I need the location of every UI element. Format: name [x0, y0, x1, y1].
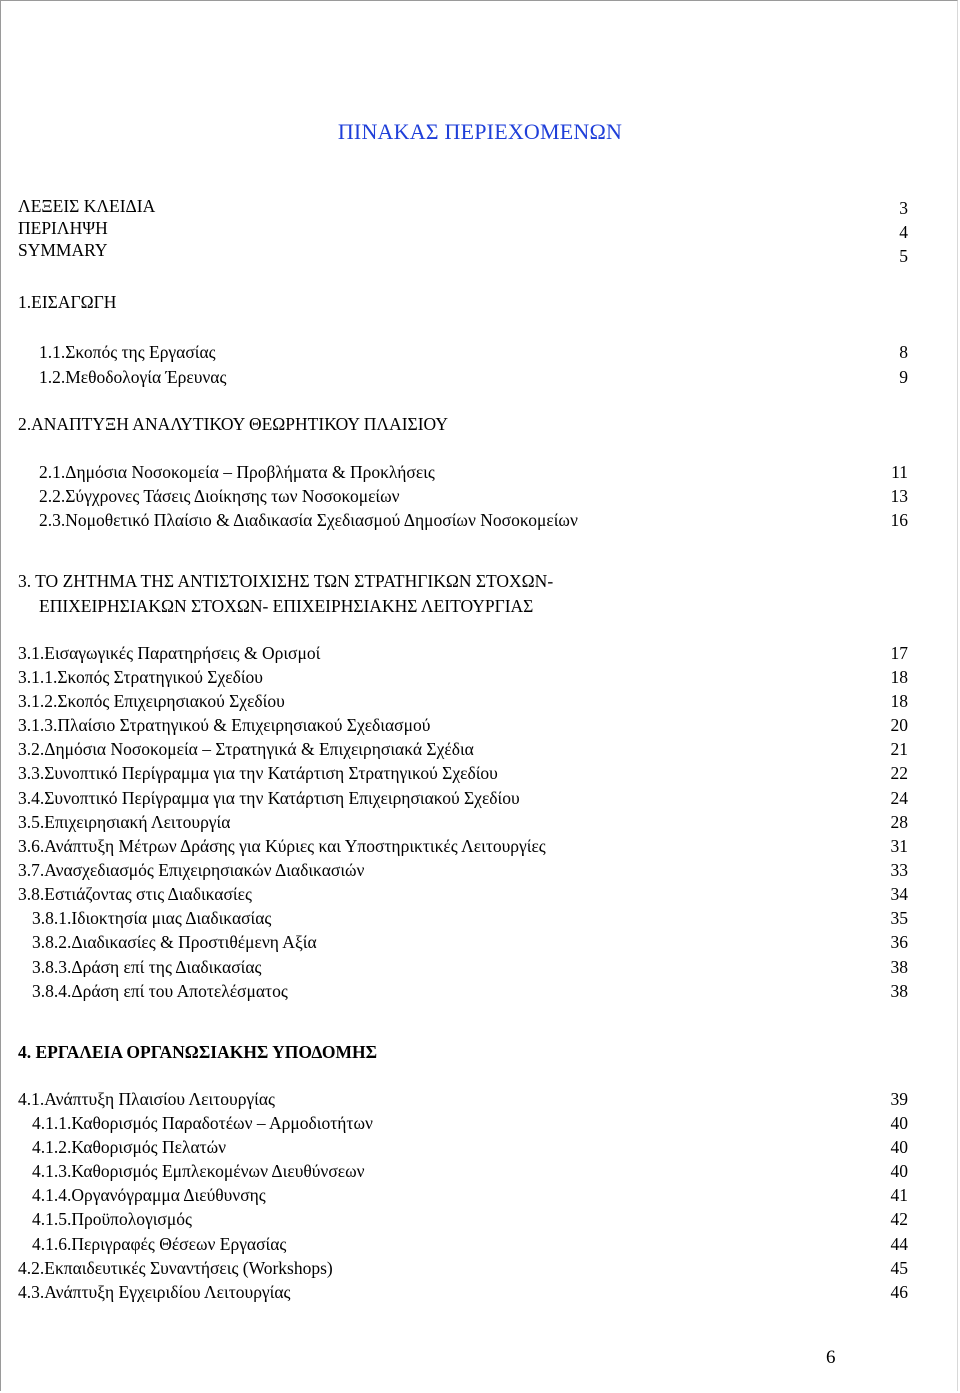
- toc-entry-text: ΛΕΞΕΙΣ ΚΛΕΙΔΙΑ: [18, 196, 156, 216]
- toc-entry-page: 33: [890, 860, 908, 880]
- toc-entry-page: 3: [899, 198, 908, 218]
- toc-entry-text: 4.1.4.Οργανόγραμμα Διεύθυνσης: [32, 1185, 266, 1205]
- toc-entry-text: 3.1.Εισαγωγικές Παρατηρήσεις & Ορισμοί: [18, 643, 321, 663]
- toc-entry-page: 38: [890, 981, 908, 1001]
- toc-entry-text: 3.1.1.Σκοπός Στρατηγικού Σχεδίου: [18, 667, 263, 687]
- toc-entry-page: 34: [890, 884, 908, 904]
- toc-entry-text: 3.2.Δημόσια Νοσοκομεία – Στρατηγικά & Επιχειρησιακά Σχέδια: [18, 739, 474, 759]
- toc-entry-page: 46: [890, 1282, 908, 1302]
- toc-entry-text: 3.8.1.Ιδιοκτησία μιας Διαδικασίας: [32, 908, 272, 928]
- chapter-heading: 4. ΕΡΓΑΛΕΙΑ ΟΡΓΑΝΩΣΙΑΚΗΣ ΥΠΟΔΟΜΗΣ: [18, 1042, 378, 1062]
- toc-entry-page: 40: [890, 1137, 908, 1157]
- toc-entry-page: 39: [890, 1089, 908, 1109]
- toc-entry-text: 4.1.5.Προϋπολογισμός: [32, 1209, 192, 1229]
- toc-entry-text: 4.3.Ανάπτυξη Εγχειριδίου Λειτουργίας: [18, 1282, 291, 1302]
- toc-entry-page: 40: [890, 1113, 908, 1133]
- toc-entry-page: 36: [890, 932, 908, 952]
- toc-entry-text: 3.1.2.Σκοπός Επιχειρησιακού Σχεδίου: [18, 691, 285, 711]
- chapter-heading-continued: ΕΠΙΧΕΙΡΗΣΙΑΚΩΝ ΣΤΟΧΩΝ- ΕΠΙΧΕΙΡΗΣΙΑΚΗΣ ΛΕΙΤΟΥΡΓΙΑΣ: [39, 596, 534, 616]
- chapter-heading: 3. ΤΟ ΖΗΤΗΜΑ ΤΗΣ ΑΝΤΙΣΤΟΙΧΙΣΗΣ ΤΩΝ ΣΤΡΑΤΗΓΙΚΩΝ ΣΤΟΧΩΝ-: [18, 571, 554, 591]
- toc-entry-text: 1.1.Σκοπός της Εργασίας: [39, 342, 216, 362]
- toc-entry-text: ΠΕΡΙΛΗΨΗ: [18, 218, 108, 238]
- toc-entry-page: 41: [890, 1185, 908, 1205]
- toc-entry-text: 3.5.Επιχειρησιακή Λειτουργία: [18, 812, 231, 832]
- toc-entry-text: 3.4.Συνοπτικό Περίγραμμα για την Κατάρτιση Επιχειρησιακού Σχεδίου: [18, 788, 520, 808]
- page-number: 6: [826, 1347, 836, 1368]
- toc-entry-page: 11: [891, 462, 908, 482]
- toc-entry-page: 9: [899, 367, 908, 387]
- toc-entry-text: 4.2.Εκπαιδευτικές Συναντήσεις (Workshops): [18, 1258, 333, 1278]
- toc-entry-text: 3.8.Εστιάζοντας στις Διαδικασίες: [18, 884, 252, 904]
- toc-entry-page: 24: [890, 788, 908, 808]
- toc-entry-page: 45: [890, 1258, 908, 1278]
- toc-entry-page: 20: [890, 715, 908, 735]
- toc-entry-page: 4: [899, 222, 908, 242]
- toc-entry-page: 40: [890, 1161, 908, 1181]
- toc-entry-page: 31: [890, 836, 908, 856]
- toc-entry-page: 44: [890, 1234, 908, 1254]
- toc-entry-page: 5: [899, 246, 908, 266]
- page-title: ΠΙΝΑΚΑΣ ΠΕΡΙΕΧΟΜΕΝΩΝ: [337, 119, 623, 144]
- toc-entry-text: SYMMARY: [18, 240, 108, 260]
- toc-entry-text: 2.3.Νομοθετικό Πλαίσιο & Διαδικασία Σχεδιασμού Δημοσίων Νοσοκομείων: [39, 510, 578, 530]
- toc-entry-page: 35: [890, 908, 908, 928]
- toc-entry-text: 3.1.3.Πλαίσιο Στρατηγικού & Επιχειρησιακού Σχεδιασμού: [18, 715, 431, 735]
- toc-entry-page: 42: [890, 1209, 908, 1229]
- toc-entry-text: 3.6.Ανάπτυξη Μέτρων Δράσης για Κύριες και Υποστηρικτικές Λειτουργίες: [18, 836, 546, 856]
- toc-entry-text: 3.7.Ανασχεδιασμός Επιχειρησιακών Διαδικασιών: [18, 860, 365, 880]
- toc-entry-page: 18: [890, 667, 908, 687]
- toc-entry-page: 16: [890, 510, 908, 530]
- chapter-heading: 1.ΕΙΣΑΓΩΓΗ: [18, 292, 117, 312]
- chapter-heading: 2.ΑΝΑΠΤΥΞΗ ΑΝΑΛΥΤΙΚΟΥ ΘΕΩΡΗΤΙΚΟΥ ΠΛΑΙΣΙΟΥ: [18, 414, 448, 434]
- toc-entry-page: 13: [890, 486, 908, 506]
- toc-entry-page: 17: [890, 643, 908, 663]
- toc-entry-text: 4.1.6.Περιγραφές Θέσεων Εργασίας: [32, 1234, 287, 1254]
- toc-entry-text: 1.2.Μεθοδολογία Έρευνας: [39, 367, 227, 387]
- toc-entry-text: 2.1.Δημόσια Νοσοκομεία – Προβλήματα & Προκλήσεις: [39, 462, 435, 482]
- toc-entry-text: 3.8.2.Διαδικασίες & Προστιθέμενη Αξία: [32, 932, 317, 952]
- toc-entry-text: 4.1.1.Καθορισμός Παραδοτέων – Αρμοδιοτήτων: [32, 1113, 373, 1133]
- toc-entry-text: 3.8.4.Δράση επί του Αποτελέσματος: [32, 981, 288, 1001]
- toc-entry-text: 4.1.Ανάπτυξη Πλαισίου Λειτουργίας: [18, 1089, 275, 1109]
- toc-entry-text: 2.2.Σύγχρονες Τάσεις Διοίκησης των Νοσοκομείων: [39, 486, 400, 506]
- toc-entry-page: 28: [890, 812, 908, 832]
- toc-entry-page: 21: [890, 739, 908, 759]
- toc-entry-text: 3.3.Συνοπτικό Περίγραμμα για την Κατάρτιση Στρατηγικού Σχεδίου: [18, 763, 498, 783]
- toc-entry-page: 22: [890, 763, 908, 783]
- toc-entry-text: 4.1.3.Καθορισμός Εμπλεκομένων Διευθύνσεων: [32, 1161, 365, 1181]
- toc-entry-page: 38: [890, 957, 908, 977]
- toc-entry-text: 4.1.2.Καθορισμός Πελατών: [32, 1137, 227, 1157]
- toc-entry-page: 18: [890, 691, 908, 711]
- toc-entry-text: 3.8.3.Δράση επί της Διαδικασίας: [32, 957, 262, 977]
- toc-entry-page: 8: [899, 342, 908, 362]
